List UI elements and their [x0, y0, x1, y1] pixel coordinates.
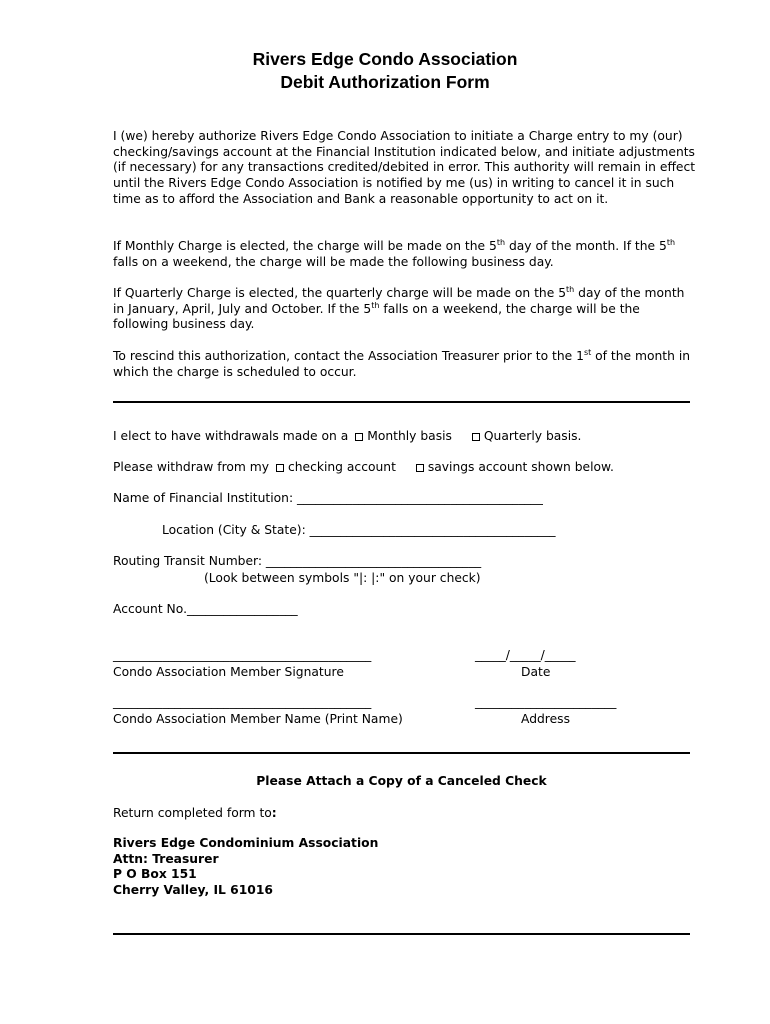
- account-number-field[interactable]: Account No.__________________: [113, 602, 298, 616]
- monthly-option-label: Monthly basis: [367, 429, 452, 443]
- withdrawal-basis-label: I elect to have withdrawals made on a: [113, 429, 349, 443]
- address-caption: Address: [521, 712, 570, 726]
- authorization-paragraph: I (we) hereby authorize Rivers Edge Condo Association to initiate a Charge entry to my (our) checking/savings account at the Financial Institution indicated below, and initiate adjustments (if necessary) for any transactions credited/debited in error. This authority will remain in effect until the Rivers Edge Condo Association is notified by me (us) in writing to cancel it in such time as to afford the Association and Bank a reasonable opportunity to act on it.: [113, 129, 696, 206]
- routing-number-field[interactable]: Routing Transit Number: ___________________________________: [113, 554, 482, 568]
- monthly-charge-paragraph: If Monthly Charge is elected, the charge will be made on the 5th day of the month. If the 5th falls on a weekend, the charge will be made the following business day.: [113, 237, 676, 269]
- quarterly-checkbox[interactable]: [472, 433, 480, 441]
- mailing-address: [113, 836, 378, 899]
- date-line[interactable]: _____/_____/_____: [475, 648, 576, 662]
- quarterly-option-label: Quarterly basis.: [483, 429, 582, 443]
- divider-bottom: [113, 933, 690, 935]
- withdrawal-basis-row: [113, 428, 581, 444]
- address-line-1: Rivers Edge Condominium Association: [113, 836, 379, 850]
- attach-check-note: Please Attach a Copy of a Canceled Check: [256, 774, 547, 788]
- divider-top: [113, 401, 690, 403]
- signature-caption: Condo Association Member Signature: [113, 665, 344, 679]
- monthly-checkbox[interactable]: [355, 433, 363, 441]
- address-line-4: Cherry Valley, IL 61016: [113, 883, 273, 898]
- quarterly-charge-paragraph: If Quarterly Charge is elected, the quarterly charge will be made on the 5th day of the month in January, April, July and October. If the 5th falls on a weekend, the charge will be the following business day.: [113, 284, 685, 332]
- date-caption: Date: [521, 665, 551, 679]
- print-name-caption: Condo Association Member Name (Print Name): [113, 712, 403, 726]
- savings-option-label: savings account shown below.: [427, 460, 614, 474]
- checking-option-label: checking account: [287, 460, 396, 474]
- address-line[interactable]: _______________________: [475, 695, 617, 709]
- account-type-label: Please withdraw from my: [113, 460, 270, 474]
- institution-name-field[interactable]: Name of Financial Institution: ________________________________________: [113, 491, 543, 505]
- routing-hint: (Look between symbols "|: |:" on your check): [204, 571, 481, 585]
- rescind-paragraph: To rescind this authorization, contact the Association Treasurer prior to the 1st of the month in which the charge is scheduled to occur.: [113, 347, 691, 379]
- divider-middle: [113, 752, 690, 754]
- checking-checkbox[interactable]: [276, 464, 284, 472]
- title-line-2: Debit Authorization Form: [280, 72, 490, 92]
- form-title: [0, 48, 770, 94]
- signature-line[interactable]: __________________________________________: [113, 648, 372, 662]
- location-field[interactable]: Location (City & State): ________________________________________: [162, 523, 556, 537]
- title-line-1: Rivers Edge Condo Association: [252, 49, 518, 69]
- address-line-2: Attn: Treasurer: [113, 851, 219, 866]
- address-line-3: P O Box 151: [113, 867, 197, 882]
- savings-checkbox[interactable]: [416, 464, 424, 472]
- return-instructions: Return completed form to:: [113, 806, 277, 820]
- print-name-line[interactable]: __________________________________________: [113, 695, 372, 709]
- account-type-row: [113, 459, 614, 475]
